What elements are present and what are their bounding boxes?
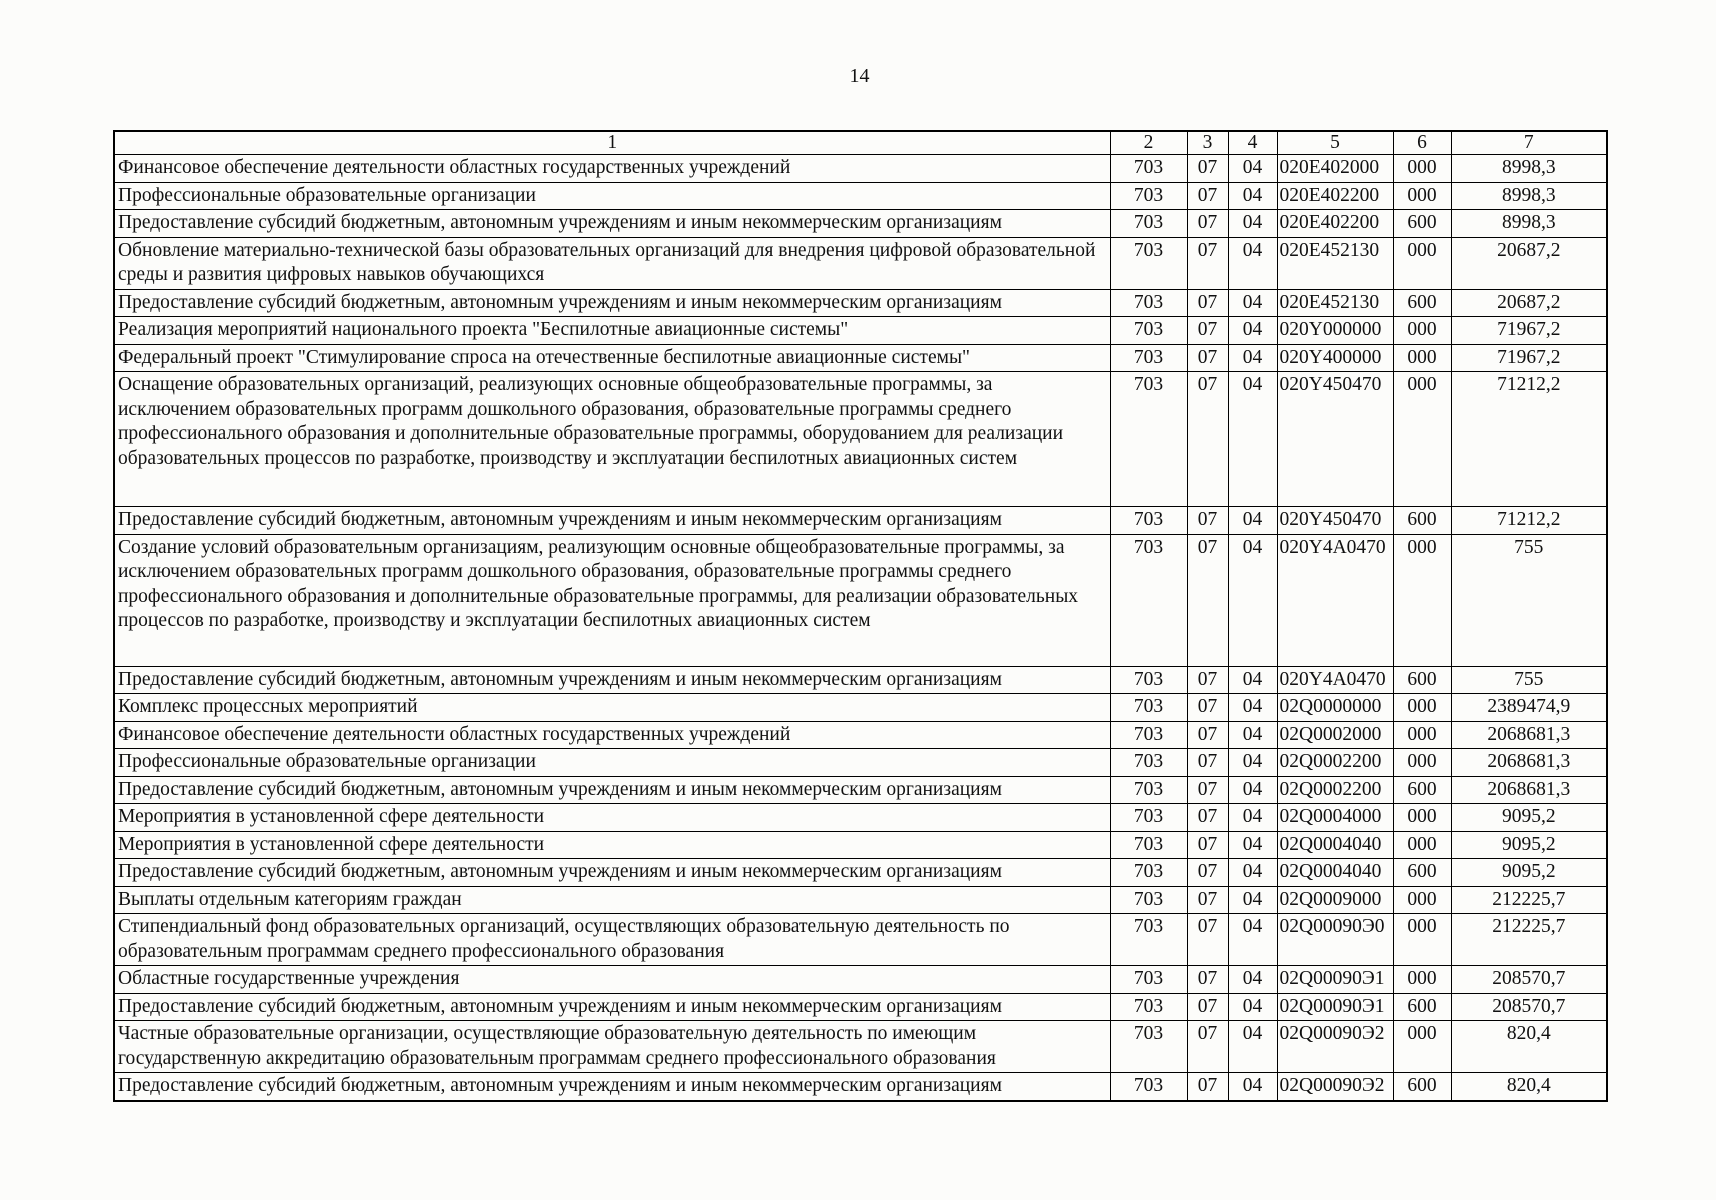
- ministry-code-cell: 703: [1110, 344, 1187, 372]
- subsection-code-cell: 04: [1228, 993, 1277, 1021]
- page-number: 14: [849, 65, 870, 87]
- table-row: [114, 694, 1607, 722]
- column-number-header: 6: [1393, 131, 1451, 155]
- table-row: [114, 534, 1607, 666]
- target-article-code-cell: 02Q00090Э2: [1277, 1021, 1393, 1073]
- expense-type-code-cell: 000: [1393, 155, 1451, 183]
- amount-cell: 20687,2: [1451, 289, 1607, 317]
- subsection-code-cell: 04: [1228, 776, 1277, 804]
- section-code-cell: 07: [1187, 1073, 1228, 1101]
- section-code-cell: 07: [1187, 993, 1228, 1021]
- subsection-code-cell: 04: [1228, 1021, 1277, 1073]
- expense-type-code-cell: 000: [1393, 237, 1451, 289]
- target-article-code-cell: 02Q0002200: [1277, 749, 1393, 777]
- target-article-code-cell: 02Q0004040: [1277, 859, 1393, 887]
- ministry-code-cell: 703: [1110, 859, 1187, 887]
- subsection-code-cell: 04: [1228, 966, 1277, 994]
- amount-cell: 820,4: [1451, 1021, 1607, 1073]
- ministry-code-cell: 703: [1110, 776, 1187, 804]
- table-row: [114, 721, 1607, 749]
- budget-table: [113, 130, 1608, 1102]
- subsection-code-cell: 04: [1228, 237, 1277, 289]
- expense-type-code-cell: 600: [1393, 993, 1451, 1021]
- amount-cell: 9095,2: [1451, 831, 1607, 859]
- expense-type-code-cell: 600: [1393, 776, 1451, 804]
- expense-type-code-cell: 000: [1393, 966, 1451, 994]
- amount-cell: 71967,2: [1451, 317, 1607, 345]
- subsection-code-cell: 04: [1228, 694, 1277, 722]
- ministry-code-cell: 703: [1110, 831, 1187, 859]
- amount-cell: 820,4: [1451, 1073, 1607, 1101]
- amount-cell: 71212,2: [1451, 372, 1607, 507]
- expense-type-code-cell: 000: [1393, 721, 1451, 749]
- amount-cell: 9095,2: [1451, 859, 1607, 887]
- section-code-cell: 07: [1187, 182, 1228, 210]
- amount-cell: 208570,7: [1451, 966, 1607, 994]
- expense-type-code-cell: 600: [1393, 859, 1451, 887]
- item-name-cell: Обновление материально-технической базы образовательных организаций для внедрения цифровой образовательной среды и развития цифровых навыков обучающихся: [114, 237, 1110, 289]
- ministry-code-cell: 703: [1110, 804, 1187, 832]
- expense-type-code-cell: 000: [1393, 694, 1451, 722]
- target-article-code-cell: 02Q00090Э1: [1277, 966, 1393, 994]
- column-number-header: 4: [1228, 131, 1277, 155]
- target-article-code-cell: 020E402200: [1277, 182, 1393, 210]
- item-name-cell: Комплекс процессных мероприятий: [114, 694, 1110, 722]
- item-name-cell: Частные образовательные организации, осуществляющие образовательную деятельность по имеющим государственную аккредитацию образовательным программам среднего профессионального образования: [114, 1021, 1110, 1073]
- section-code-cell: 07: [1187, 914, 1228, 966]
- amount-cell: 212225,7: [1451, 886, 1607, 914]
- table-row: [114, 507, 1607, 535]
- target-article-code-cell: 020E402000: [1277, 155, 1393, 183]
- subsection-code-cell: 04: [1228, 721, 1277, 749]
- target-article-code-cell: 02Q0004040: [1277, 831, 1393, 859]
- ministry-code-cell: 703: [1110, 237, 1187, 289]
- table-row: [114, 210, 1607, 238]
- ministry-code-cell: 703: [1110, 966, 1187, 994]
- subsection-code-cell: 04: [1228, 914, 1277, 966]
- table-row: [114, 966, 1607, 994]
- amount-cell: 2389474,9: [1451, 694, 1607, 722]
- target-article-code-cell: 020Y4A0470: [1277, 534, 1393, 666]
- target-article-code-cell: 020E452130: [1277, 289, 1393, 317]
- section-code-cell: 07: [1187, 831, 1228, 859]
- item-name-cell: Предоставление субсидий бюджетным, автономным учреждениям и иным некоммерческим организациям: [114, 507, 1110, 535]
- ministry-code-cell: 703: [1110, 993, 1187, 1021]
- amount-cell: 2068681,3: [1451, 776, 1607, 804]
- ministry-code-cell: 703: [1110, 694, 1187, 722]
- expense-type-code-cell: 000: [1393, 534, 1451, 666]
- ministry-code-cell: 703: [1110, 914, 1187, 966]
- amount-cell: 71212,2: [1451, 507, 1607, 535]
- table-row: [114, 372, 1607, 507]
- target-article-code-cell: 020Y000000: [1277, 317, 1393, 345]
- subsection-code-cell: 04: [1228, 507, 1277, 535]
- table-row: [114, 289, 1607, 317]
- ministry-code-cell: 703: [1110, 210, 1187, 238]
- table-row: [114, 344, 1607, 372]
- subsection-code-cell: 04: [1228, 372, 1277, 507]
- section-code-cell: 07: [1187, 749, 1228, 777]
- section-code-cell: 07: [1187, 317, 1228, 345]
- target-article-code-cell: 020Y450470: [1277, 372, 1393, 507]
- table-row: [114, 859, 1607, 887]
- table-row: [114, 749, 1607, 777]
- amount-cell: 208570,7: [1451, 993, 1607, 1021]
- table-row: [114, 317, 1607, 345]
- table-row: [114, 804, 1607, 832]
- item-name-cell: Предоставление субсидий бюджетным, автономным учреждениям и иным некоммерческим организациям: [114, 993, 1110, 1021]
- ministry-code-cell: 703: [1110, 182, 1187, 210]
- target-article-code-cell: 020Y450470: [1277, 507, 1393, 535]
- amount-cell: 755: [1451, 666, 1607, 694]
- target-article-code-cell: 02Q00090Э2: [1277, 1073, 1393, 1101]
- subsection-code-cell: 04: [1228, 210, 1277, 238]
- subsection-code-cell: 04: [1228, 289, 1277, 317]
- column-number-header: 2: [1110, 131, 1187, 155]
- target-article-code-cell: 02Q00090Э0: [1277, 914, 1393, 966]
- section-code-cell: 07: [1187, 666, 1228, 694]
- amount-cell: 212225,7: [1451, 914, 1607, 966]
- amount-cell: 8998,3: [1451, 155, 1607, 183]
- subsection-code-cell: 04: [1228, 155, 1277, 183]
- target-article-code-cell: 020E402200: [1277, 210, 1393, 238]
- item-name-cell: Предоставление субсидий бюджетным, автономным учреждениям и иным некоммерческим организациям: [114, 776, 1110, 804]
- item-name-cell: Мероприятия в установленной сфере деятельности: [114, 804, 1110, 832]
- section-code-cell: 07: [1187, 344, 1228, 372]
- table-row: [114, 155, 1607, 183]
- ministry-code-cell: 703: [1110, 372, 1187, 507]
- ministry-code-cell: 703: [1110, 886, 1187, 914]
- subsection-code-cell: 04: [1228, 344, 1277, 372]
- column-number-header: 3: [1187, 131, 1228, 155]
- expense-type-code-cell: 000: [1393, 749, 1451, 777]
- item-name-cell: Предоставление субсидий бюджетным, автономным учреждениям и иным некоммерческим организациям: [114, 1073, 1110, 1101]
- amount-cell: 2068681,3: [1451, 721, 1607, 749]
- table-header: [114, 131, 1607, 155]
- section-code-cell: 07: [1187, 1021, 1228, 1073]
- table-body: [114, 155, 1607, 1101]
- expense-type-code-cell: 600: [1393, 507, 1451, 535]
- table-row: [114, 993, 1607, 1021]
- item-name-cell: Мероприятия в установленной сфере деятельности: [114, 831, 1110, 859]
- expense-type-code-cell: 000: [1393, 372, 1451, 507]
- section-code-cell: 07: [1187, 155, 1228, 183]
- expense-type-code-cell: 000: [1393, 182, 1451, 210]
- target-article-code-cell: 020Y400000: [1277, 344, 1393, 372]
- ministry-code-cell: 703: [1110, 1021, 1187, 1073]
- expense-type-code-cell: 000: [1393, 1021, 1451, 1073]
- item-name-cell: Профессиональные образовательные организации: [114, 182, 1110, 210]
- expense-type-code-cell: 000: [1393, 831, 1451, 859]
- item-name-cell: Финансовое обеспечение деятельности областных государственных учреждений: [114, 721, 1110, 749]
- section-code-cell: 07: [1187, 289, 1228, 317]
- table-row: [114, 182, 1607, 210]
- item-name-cell: Финансовое обеспечение деятельности областных государственных учреждений: [114, 155, 1110, 183]
- expense-type-code-cell: 000: [1393, 804, 1451, 832]
- expense-type-code-cell: 000: [1393, 344, 1451, 372]
- ministry-code-cell: 703: [1110, 155, 1187, 183]
- section-code-cell: 07: [1187, 372, 1228, 507]
- amount-cell: 20687,2: [1451, 237, 1607, 289]
- ministry-code-cell: 703: [1110, 1073, 1187, 1101]
- column-number-header: 7: [1451, 131, 1607, 155]
- target-article-code-cell: 020Y4A0470: [1277, 666, 1393, 694]
- subsection-code-cell: 04: [1228, 317, 1277, 345]
- table-row: [114, 831, 1607, 859]
- target-article-code-cell: 02Q0009000: [1277, 886, 1393, 914]
- item-name-cell: Областные государственные учреждения: [114, 966, 1110, 994]
- target-article-code-cell: 02Q00090Э1: [1277, 993, 1393, 1021]
- item-name-cell: Предоставление субсидий бюджетным, автономным учреждениям и иным некоммерческим организациям: [114, 210, 1110, 238]
- ministry-code-cell: 703: [1110, 749, 1187, 777]
- expense-type-code-cell: 000: [1393, 886, 1451, 914]
- item-name-cell: Профессиональные образовательные организации: [114, 749, 1110, 777]
- section-code-cell: 07: [1187, 859, 1228, 887]
- target-article-code-cell: 02Q0004000: [1277, 804, 1393, 832]
- table-row: [114, 886, 1607, 914]
- item-name-cell: Федеральный проект "Стимулирование спроса на отечественные беспилотные авиационные системы": [114, 344, 1110, 372]
- header-row: [114, 131, 1607, 155]
- amount-cell: 2068681,3: [1451, 749, 1607, 777]
- item-name-cell: Стипендиальный фонд образовательных организаций, осуществляющих образовательную деятельность по образовательным программам среднего профессионального образования: [114, 914, 1110, 966]
- subsection-code-cell: 04: [1228, 859, 1277, 887]
- subsection-code-cell: 04: [1228, 182, 1277, 210]
- section-code-cell: 07: [1187, 804, 1228, 832]
- table-row: [114, 666, 1607, 694]
- expense-type-code-cell: 000: [1393, 914, 1451, 966]
- expense-type-code-cell: 600: [1393, 666, 1451, 694]
- subsection-code-cell: 04: [1228, 749, 1277, 777]
- item-name-cell: Предоставление субсидий бюджетным, автономным учреждениям и иным некоммерческим организациям: [114, 666, 1110, 694]
- amount-cell: 8998,3: [1451, 210, 1607, 238]
- section-code-cell: 07: [1187, 237, 1228, 289]
- target-article-code-cell: 02Q0000000: [1277, 694, 1393, 722]
- item-name-cell: Выплаты отдельным категориям граждан: [114, 886, 1110, 914]
- subsection-code-cell: 04: [1228, 831, 1277, 859]
- table-row: [114, 914, 1607, 966]
- table-row: [114, 237, 1607, 289]
- amount-cell: 71967,2: [1451, 344, 1607, 372]
- amount-cell: 755: [1451, 534, 1607, 666]
- amount-cell: 9095,2: [1451, 804, 1607, 832]
- section-code-cell: 07: [1187, 886, 1228, 914]
- item-name-cell: Предоставление субсидий бюджетным, автономным учреждениям и иным некоммерческим организациям: [114, 859, 1110, 887]
- section-code-cell: 07: [1187, 694, 1228, 722]
- expense-type-code-cell: 600: [1393, 210, 1451, 238]
- ministry-code-cell: 703: [1110, 507, 1187, 535]
- section-code-cell: 07: [1187, 507, 1228, 535]
- subsection-code-cell: 04: [1228, 886, 1277, 914]
- amount-cell: 8998,3: [1451, 182, 1607, 210]
- subsection-code-cell: 04: [1228, 804, 1277, 832]
- ministry-code-cell: 703: [1110, 317, 1187, 345]
- item-name-cell: Предоставление субсидий бюджетным, автономным учреждениям и иным некоммерческим организациям: [114, 289, 1110, 317]
- expense-type-code-cell: 600: [1393, 1073, 1451, 1101]
- ministry-code-cell: 703: [1110, 534, 1187, 666]
- target-article-code-cell: 020E452130: [1277, 237, 1393, 289]
- section-code-cell: 07: [1187, 776, 1228, 804]
- ministry-code-cell: 703: [1110, 666, 1187, 694]
- subsection-code-cell: 04: [1228, 666, 1277, 694]
- target-article-code-cell: 02Q0002000: [1277, 721, 1393, 749]
- ministry-code-cell: 703: [1110, 721, 1187, 749]
- item-name-cell: Создание условий образовательным организациям, реализующим основные общеобразовательные программы, за исключением образовательных программ дошкольного образования, образовательные программы среднего профессионального образования и дополнительные образовательные программы, для реализации образовательных процессов по разработке, производству и эксплуатации беспилотных авиационных систем: [114, 534, 1110, 666]
- table-row: [114, 1021, 1607, 1073]
- section-code-cell: 07: [1187, 210, 1228, 238]
- column-number-header: 1: [114, 131, 1110, 155]
- expense-type-code-cell: 600: [1393, 289, 1451, 317]
- item-name-cell: Реализация мероприятий национального проекта "Беспилотные авиационные системы": [114, 317, 1110, 345]
- subsection-code-cell: 04: [1228, 534, 1277, 666]
- item-name-cell: Оснащение образовательных организаций, реализующих основные общеобразовательные программы, за исключением образовательных программ дошкольного образования, образовательные программы среднего профессионального образования и дополнительные образовательные программы, оборудованием для реализации образовательных процессов по разработке, производству и эксплуатации беспилотных авиационных систем: [114, 372, 1110, 507]
- section-code-cell: 07: [1187, 534, 1228, 666]
- section-code-cell: 07: [1187, 966, 1228, 994]
- column-number-header: 5: [1277, 131, 1393, 155]
- ministry-code-cell: 703: [1110, 289, 1187, 317]
- subsection-code-cell: 04: [1228, 1073, 1277, 1101]
- section-code-cell: 07: [1187, 721, 1228, 749]
- expense-type-code-cell: 000: [1393, 317, 1451, 345]
- target-article-code-cell: 02Q0002200: [1277, 776, 1393, 804]
- table-row: [114, 776, 1607, 804]
- table-row: [114, 1073, 1607, 1101]
